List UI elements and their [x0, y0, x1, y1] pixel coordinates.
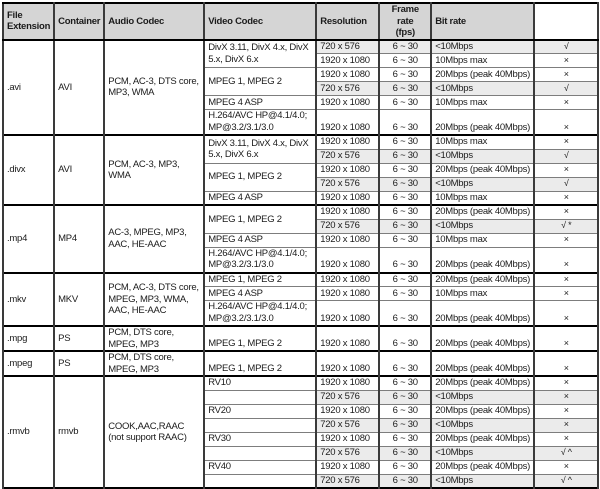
column-header-label: File Extension	[7, 9, 51, 33]
frame-rate-cell: 6 ~ 30	[379, 390, 431, 404]
frame-rate-cell: 6 ~ 30	[379, 351, 431, 376]
bit-rate-cell: <10Mbps	[431, 390, 534, 404]
bit-rate-cell: 10Mbps max	[431, 54, 534, 68]
video-codec-cell: H.264/AVC HP@4.1/4.0; MP@3.2/3.1/3.0	[204, 110, 316, 136]
file-extension-cell: .mp4	[3, 205, 54, 273]
container-cell: PS	[54, 326, 104, 351]
support-cell: ×	[534, 163, 598, 177]
resolution-cell: 1920 x 1080	[316, 247, 379, 273]
container-cell: AVI	[54, 40, 104, 136]
resolution-cell: 1920 x 1080	[316, 191, 379, 205]
audio-codec-cell: PCM, AC-3, DTS core, MP3, WMA	[104, 40, 204, 136]
column-header-audio-codec	[104, 3, 204, 40]
column-header-support	[534, 3, 598, 40]
video-codec-cell: MPEG 1, MPEG 2	[204, 205, 316, 233]
bit-rate-cell: 20Mbps (peak 40Mbps)	[431, 273, 534, 287]
container-cell: PS	[54, 351, 104, 376]
container-cell: MKV	[54, 273, 104, 327]
bit-rate-cell: 20Mbps (peak 40Mbps)	[431, 326, 534, 351]
resolution-cell: 720 x 576	[316, 177, 379, 191]
bit-rate-cell: 20Mbps (peak 40Mbps)	[431, 205, 534, 219]
support-cell: √	[534, 82, 598, 96]
frame-rate-cell: 6 ~ 30	[379, 404, 431, 418]
bit-rate-cell: <10Mbps	[431, 82, 534, 96]
video-codec-cell	[204, 418, 316, 432]
file-extension-cell: .divx	[3, 135, 54, 205]
column-header-container	[54, 3, 104, 40]
column-header-frame-rate	[379, 3, 431, 40]
video-codec-cell	[204, 390, 316, 404]
video-codec-cell: MPEG 1, MPEG 2	[204, 68, 316, 96]
frame-rate-cell: 6 ~ 30	[379, 82, 431, 96]
frame-rate-cell: 6 ~ 30	[379, 376, 431, 390]
table-body	[3, 40, 598, 489]
support-cell: ×	[534, 54, 598, 68]
column-header-label: Bit rate	[435, 15, 466, 27]
support-cell: ×	[534, 326, 598, 351]
bit-rate-cell: 10Mbps max	[431, 191, 534, 205]
support-cell: ×	[534, 376, 598, 390]
bit-rate-cell: <10Mbps	[431, 40, 534, 54]
file-extension-cell: .mpeg	[3, 351, 54, 376]
table-row	[3, 135, 598, 149]
bit-rate-cell: 20Mbps (peak 40Mbps)	[431, 351, 534, 376]
video-codec-cell: MPEG 4 ASP	[204, 287, 316, 301]
frame-rate-cell: 6 ~ 30	[379, 191, 431, 205]
frame-rate-cell: 6 ~ 30	[379, 149, 431, 163]
support-cell: ×	[534, 404, 598, 418]
column-header-bit-rate	[431, 3, 534, 40]
audio-codec-cell: COOK,AAC,RAAC (not support RAAC)	[104, 376, 204, 488]
support-cell: ×	[534, 135, 598, 149]
video-codec-cell	[204, 446, 316, 460]
bit-rate-cell: <10Mbps	[431, 177, 534, 191]
support-cell: ×	[534, 96, 598, 110]
support-cell: ×	[534, 390, 598, 404]
resolution-cell: 1920 x 1080	[316, 273, 379, 287]
column-header-label: Resolution	[320, 15, 367, 27]
video-codec-cell: MPEG 1, MPEG 2	[204, 326, 316, 351]
frame-rate-cell: 6 ~ 30	[379, 287, 431, 301]
resolution-cell: 1920 x 1080	[316, 287, 379, 301]
file-extension-cell: .rmvb	[3, 376, 54, 488]
frame-rate-cell: 6 ~ 30	[379, 301, 431, 327]
support-cell: √	[534, 149, 598, 163]
resolution-cell: 1920 x 1080	[316, 205, 379, 219]
support-cell: ×	[534, 460, 598, 474]
video-codec-cell: MPEG 4 ASP	[204, 96, 316, 110]
video-codec-cell: H.264/AVC HP@4.1/4.0; MP@3.2/3.1/3.0	[204, 301, 316, 327]
column-header-resolution	[316, 3, 379, 40]
frame-rate-cell: 6 ~ 30	[379, 177, 431, 191]
resolution-cell: 1920 x 1080	[316, 326, 379, 351]
table-row	[3, 376, 598, 390]
bit-rate-cell: 20Mbps (peak 40Mbps)	[431, 460, 534, 474]
table-row	[3, 326, 598, 351]
video-codec-cell: MPEG 1, MPEG 2	[204, 273, 316, 287]
support-cell: ×	[534, 233, 598, 247]
resolution-cell: 1920 x 1080	[316, 233, 379, 247]
video-codec-cell: RV10	[204, 376, 316, 390]
frame-rate-cell: 6 ~ 30	[379, 135, 431, 149]
frame-rate-cell: 6 ~ 30	[379, 247, 431, 273]
support-cell: √ *	[534, 219, 598, 233]
bit-rate-cell: 20Mbps (peak 40Mbps)	[431, 247, 534, 273]
resolution-cell: 1920 x 1080	[316, 110, 379, 136]
frame-rate-cell: 6 ~ 30	[379, 446, 431, 460]
support-cell: ×	[534, 68, 598, 82]
support-cell: ×	[534, 351, 598, 376]
support-cell: ×	[534, 205, 598, 219]
frame-rate-cell: 6 ~ 30	[379, 432, 431, 446]
resolution-cell: 720 x 576	[316, 474, 379, 488]
support-cell: ×	[534, 432, 598, 446]
bit-rate-cell: 20Mbps (peak 40Mbps)	[431, 376, 534, 390]
bit-rate-cell: <10Mbps	[431, 418, 534, 432]
container-cell: MP4	[54, 205, 104, 273]
resolution-cell: 1920 x 1080	[316, 96, 379, 110]
resolution-cell: 1920 x 1080	[316, 460, 379, 474]
resolution-cell: 720 x 576	[316, 219, 379, 233]
frame-rate-cell: 6 ~ 30	[379, 474, 431, 488]
container-cell: AVI	[54, 135, 104, 205]
table-row	[3, 351, 598, 376]
table-row	[3, 40, 598, 54]
bit-rate-cell: 10Mbps max	[431, 96, 534, 110]
video-codec-cell: RV40	[204, 460, 316, 474]
column-header-label: Container	[58, 15, 101, 27]
bit-rate-cell: 20Mbps (peak 40Mbps)	[431, 404, 534, 418]
bit-rate-cell: 20Mbps (peak 40Mbps)	[431, 110, 534, 136]
video-codec-cell: RV20	[204, 404, 316, 418]
resolution-cell: 1920 x 1080	[316, 68, 379, 82]
bit-rate-cell: 20Mbps (peak 40Mbps)	[431, 432, 534, 446]
bit-rate-cell: 10Mbps max	[431, 287, 534, 301]
support-cell: √ ^	[534, 474, 598, 488]
support-cell: ×	[534, 110, 598, 136]
column-header-file-extension	[3, 3, 54, 40]
bit-rate-cell: <10Mbps	[431, 474, 534, 488]
video-codec-cell: DivX 3.11, DivX 4.x, DivX 5.x, DivX 6.x	[204, 135, 316, 163]
resolution-cell: 1920 x 1080	[316, 351, 379, 376]
container-cell: rmvb	[54, 376, 104, 488]
header-row	[3, 3, 598, 40]
video-codec-support-table	[2, 2, 599, 489]
frame-rate-cell: 6 ~ 30	[379, 418, 431, 432]
resolution-cell: 1920 x 1080	[316, 376, 379, 390]
support-cell: √	[534, 177, 598, 191]
support-cell: ×	[534, 247, 598, 273]
bit-rate-cell: 20Mbps (peak 40Mbps)	[431, 163, 534, 177]
table-row	[3, 273, 598, 287]
support-cell: ×	[534, 191, 598, 205]
bit-rate-cell: 10Mbps max	[431, 233, 534, 247]
file-extension-cell: .avi	[3, 40, 54, 136]
table-row	[3, 205, 598, 219]
frame-rate-cell: 6 ~ 30	[379, 219, 431, 233]
frame-rate-cell: 6 ~ 30	[379, 233, 431, 247]
support-cell: ×	[534, 287, 598, 301]
bit-rate-cell: <10Mbps	[431, 149, 534, 163]
audio-codec-cell: PCM, AC-3, DTS core, MPEG, MP3, WMA, AAC, HE-AAC	[104, 273, 204, 327]
support-cell: √ ^	[534, 446, 598, 460]
frame-rate-cell: 6 ~ 30	[379, 326, 431, 351]
column-header-label: Frame rate	[391, 4, 419, 27]
frame-rate-cell: 6 ~ 30	[379, 460, 431, 474]
resolution-cell: 720 x 576	[316, 418, 379, 432]
column-header-label: Video Codec	[208, 15, 263, 27]
support-cell: ×	[534, 273, 598, 287]
resolution-cell: 1920 x 1080	[316, 432, 379, 446]
column-header-video-codec	[204, 3, 316, 40]
frame-rate-cell: 6 ~ 30	[379, 96, 431, 110]
support-cell: √	[534, 40, 598, 54]
bit-rate-cell: 10Mbps max	[431, 135, 534, 149]
resolution-cell: 720 x 576	[316, 40, 379, 54]
resolution-cell: 1920 x 1080	[316, 404, 379, 418]
bit-rate-cell: <10Mbps	[431, 219, 534, 233]
resolution-cell: 720 x 576	[316, 149, 379, 163]
resolution-cell: 1920 x 1080	[316, 135, 379, 149]
frame-rate-cell: 6 ~ 30	[379, 40, 431, 54]
table-header	[3, 3, 598, 40]
video-codec-cell: H.264/AVC HP@4.1/4.0; MP@3.2/3.1/3.0	[204, 247, 316, 273]
audio-codec-cell: PCM, DTS core, MPEG, MP3	[104, 351, 204, 376]
resolution-cell: 720 x 576	[316, 82, 379, 96]
bit-rate-cell: 20Mbps (peak 40Mbps)	[431, 301, 534, 327]
video-codec-cell: RV30	[204, 432, 316, 446]
video-codec-cell: MPEG 1, MPEG 2	[204, 351, 316, 376]
support-cell: ×	[534, 418, 598, 432]
bit-rate-cell: 20Mbps (peak 40Mbps)	[431, 68, 534, 82]
audio-codec-cell: PCM, AC-3, MP3, WMA	[104, 135, 204, 205]
video-codec-cell: MPEG 1, MPEG 2	[204, 163, 316, 191]
audio-codec-cell: AC-3, MPEG, MP3, AAC, HE-AAC	[104, 205, 204, 273]
frame-rate-cell: 6 ~ 30	[379, 54, 431, 68]
video-codec-cell: MPEG 4 ASP	[204, 233, 316, 247]
frame-rate-cell: 6 ~ 30	[379, 273, 431, 287]
frame-rate-cell: 6 ~ 30	[379, 205, 431, 219]
support-cell: ×	[534, 301, 598, 327]
file-extension-cell: .mkv	[3, 273, 54, 327]
frame-rate-cell: 6 ~ 30	[379, 163, 431, 177]
frame-rate-cell: 6 ~ 30	[379, 68, 431, 82]
resolution-cell: 1920 x 1080	[316, 54, 379, 68]
resolution-cell: 720 x 576	[316, 390, 379, 404]
audio-codec-cell: PCM, DTS core, MPEG, MP3	[104, 326, 204, 351]
file-extension-cell: .mpg	[3, 326, 54, 351]
column-header-sublabel: (fps)	[395, 27, 415, 38]
resolution-cell: 1920 x 1080	[316, 163, 379, 177]
video-codec-cell: MPEG 4 ASP	[204, 191, 316, 205]
frame-rate-cell: 6 ~ 30	[379, 110, 431, 136]
bit-rate-cell: <10Mbps	[431, 446, 534, 460]
resolution-cell: 1920 x 1080	[316, 301, 379, 327]
resolution-cell: 720 x 576	[316, 446, 379, 460]
column-header-label: Audio Codec	[108, 15, 165, 27]
video-codec-cell: DivX 3.11, DivX 4.x, DivX 5.x, DivX 6.x	[204, 40, 316, 68]
